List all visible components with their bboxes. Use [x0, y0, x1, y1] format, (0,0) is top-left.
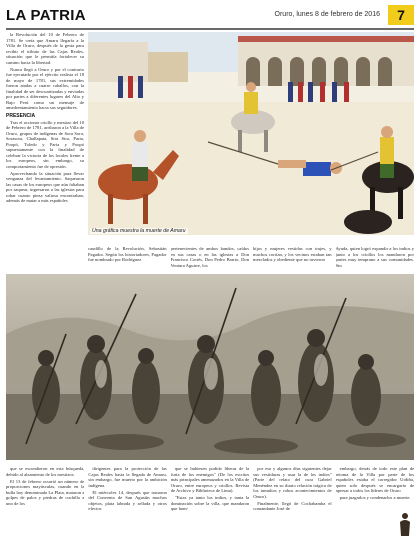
bottom-column [88, 466, 166, 540]
bottom-paragraph: embargo, detrás de todo este plan de retoma de la Villa por parte de los españoles estaba el corregidor Urdiña, quien solo después se encargaría de apresar a todos los líderes de Oruro [335, 466, 415, 493]
bottom-paragraph: por eso y algunos días siguientes dejar sus vestiduras y usar la de los indios" (Parte del relato del cura Gabriel Menéndez en su diario relación trágica de los tumultos y robos acontecimientos de Oruro). [253, 466, 332, 499]
bottom-column [6, 466, 84, 540]
bottom-paragraph: "Estas ya tanto los indios, y tanta la dominación sobre la villa, que mandaron que hom- [170, 495, 250, 511]
left-column [6, 32, 84, 237]
bottom-column [253, 466, 331, 540]
bottom-paragraph: Finalmente, llegó de Cochabamba el comandante José de [253, 500, 332, 511]
dateline: Oruro, lunes 8 de febrero de 2016 [274, 11, 380, 18]
page-number-badge: 7 [388, 5, 414, 25]
left-paragraph: Aprovechando la situación para llevar venganza del levantamiento. Saquearon las casas de los europeos que aún faltaban por saquear, ingresaron a las iglesias para robar cuanto pieza valiosa encontraban, además de matar a más españoles [6, 170, 84, 203]
engraving-illustration [6, 274, 414, 460]
left-paragraph: la Revolución del 10 de Febrero de 1781. Se creía que Amaru llegaría a la Villa de Oruro, después de la gesta para recibir el tributo de las Cajas Reales, situación que le permitía fortalecer su camino hacia la libertad. [6, 32, 84, 65]
bottom-paragraph: El miércoles 14, después que tomaron del Convento de San Agustín muchos objetos, plata labrada y sellada y otros efectos [88, 489, 167, 511]
bottom-paragraph: El 13 de febrero ocurrió un número de proporciones mayúsculas, cuando en la bulla hoy denominada La Plata, mataron a golpes de palos y piedras de cuchillo a uno de los [6, 478, 85, 506]
figure-silhouette-icon [398, 512, 412, 538]
middle-column: Ayuda, quien logró expandir a los indios y junto a los criollos los mandaron por partes muy temprano a sus comunidades. Sin [335, 246, 414, 268]
middle-column: pertenecientes de ambos bandos, caídos en sus casas o en las iglesias a Don Francisco Cortés, Don Pedro Barrio, Don Ventura Aguirre, los [170, 246, 249, 268]
bottom-paragraph: que se escondieron en esta búsqueda, debido al alzamiento de los mestizos. [6, 466, 85, 477]
execution-painting [88, 32, 414, 235]
middle-text-row [88, 246, 414, 270]
section-subhead: PRESENCIA [6, 112, 36, 119]
bottom-paragraph: para juzgarlos y condenarlos a muerte. [339, 495, 411, 500]
middle-column: caudillo de la Revolución, Sebastián Pagador. Según los historiadores, Pagador fue nombrado por Rodríguez [88, 246, 167, 262]
newspaper-name: LA PATRIA [6, 7, 86, 24]
bottom-paragraph: dirigentes para la protección de las Cajas Reales hasta la llegada de Amaru, sin embargo, fue muerto por la ambición indígena. [88, 466, 167, 488]
masthead [6, 5, 414, 27]
left-paragraph: Nunca llegó a Oruro y por el contrario fue ejecutado por el ejército realista el 18 de mayo de 1781, sus extremidades fueron atadas a cuatro caballos, con la finalidad de ser descuartizadas y enviadas por partes a diferentes lugares del Alto y Bajo Perú como un mensaje de amedrentamiento hacia sus seguidores. [6, 66, 84, 110]
bottom-text-row [6, 466, 414, 540]
painting-caption: Una gráfica muestra la muerte de Amaru [92, 228, 186, 234]
left-paragraph: Tras el accionar criollo y mestizo del 10 de Febrero de 1781, arribaron a la Villa de Oruro, grupos de indígenas de Sora Sora, Sorasora, Challapata, Sira Sira, Paria, Poopó, Toledo y Paria y Poopó supuestamente con la finalidad de celebrar la victoria de los locales frente a los europeos, sin embargo, su comportamiento fue de opresión. [6, 119, 84, 169]
masthead-rule [6, 28, 414, 30]
bottom-paragraph: que se hubiesen podido liberar de la furia de los enemigos" (De los escritos más principales amenazados en la Villa de Oruro, entre europeos y criollos. Revista de Archivo y Biblioteca de Lima). [170, 466, 250, 493]
bottom-column [171, 466, 249, 540]
battle-engraving [6, 274, 414, 460]
painting-illustration [88, 32, 414, 235]
middle-column: hijos y mujeres vestidas con trajes, y muchos corrían, y los vecinos estaban tan mezclados y obediente que no tuvieron [253, 246, 332, 262]
